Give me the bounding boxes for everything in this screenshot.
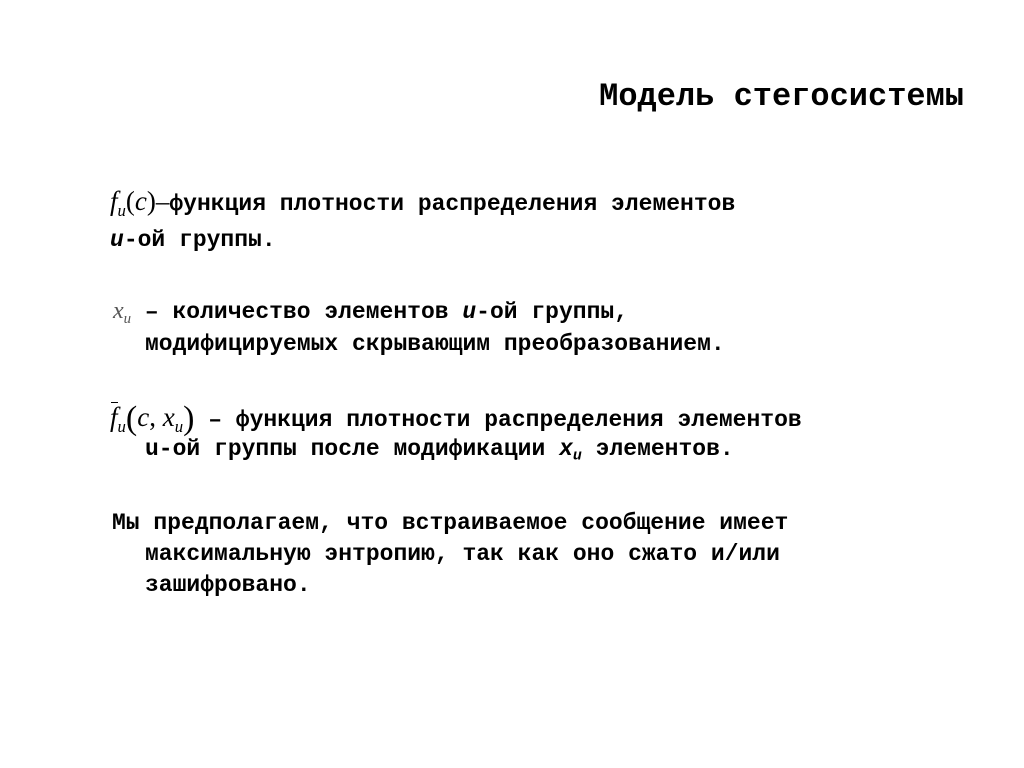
item3-text3: элементов. (581, 436, 734, 462)
item2-u: u (462, 299, 477, 325)
item3-text2: u-ой группы после модификации (145, 436, 560, 462)
item1-line1 (110, 186, 735, 221)
item2-formula: $x_u$ (113, 298, 132, 328)
item4-line2: максимальную энтропию, так как оно сжато и/или (145, 541, 780, 567)
item2-text1: – количество элементов (131, 299, 463, 325)
item1-u: u (110, 227, 124, 253)
item1-line2 (110, 227, 276, 253)
item3-line1 (110, 400, 802, 438)
item1-formula: $f_u(c)-$ (110, 186, 170, 220)
item4-line3: зашифровано. (145, 572, 311, 598)
item4-line1: Мы предполагаем, что встраиваемое сообщение имеет (112, 510, 789, 536)
item3-line2 (145, 436, 734, 464)
item2-line1 (113, 298, 628, 328)
item1-text2: -ой группы. (123, 227, 276, 253)
item3-x: $x_u$ (559, 436, 582, 465)
item1-text: функция плотности распределения элементов (169, 191, 736, 217)
item3-formula: $f_u(c$, $x_u$) (110, 400, 195, 437)
item2-text2: -ой группы, (476, 299, 628, 325)
item3-text1: – функция плотности распределения элементов (194, 407, 802, 433)
item2-line2: модифицируемых скрывающим преобразованием. (145, 331, 725, 357)
slide-title: Модель стегосистемы (599, 78, 964, 115)
